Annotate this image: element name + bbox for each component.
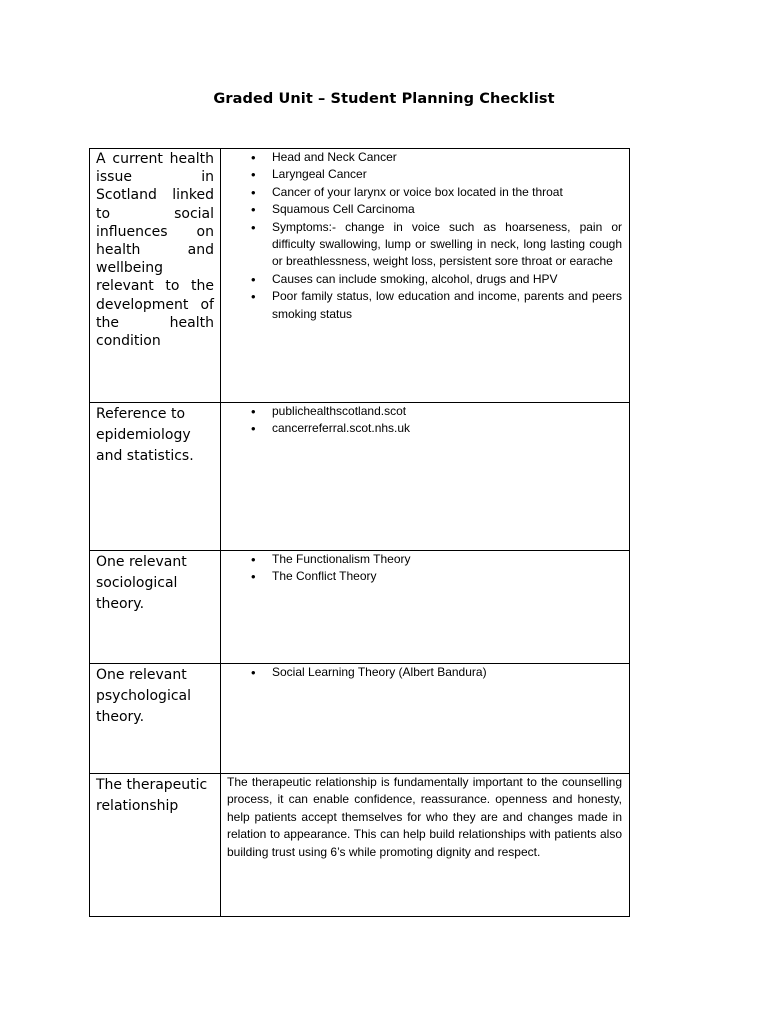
bullet-list: [221, 664, 629, 681]
bullet-list: [221, 149, 629, 323]
bullet-list: [221, 403, 629, 438]
row-label-psychological-theory: One relevant psychological theory.: [90, 664, 221, 774]
row-content-therapeutic-relationship: [221, 774, 630, 917]
bullet-list: [221, 551, 629, 586]
therapeutic-relationship-text: The therapeutic relationship is fundamentally important to the counselling process, it can enable confidence, reassurance. openness and honesty, help patients accept themselves for who they are and changes made in relation to appearance. This can help build relationships with patients also building trust using 6’s while promoting dignity and respect.: [227, 775, 622, 859]
row-label-therapeutic-relationship: The therapeutic relationship: [90, 774, 221, 917]
list-item: • Laryngeal Cancer: [272, 166, 622, 183]
list-item: • Head and Neck Cancer: [272, 149, 622, 166]
row-label-health-issue: A current health issue in Scotland linked to social influences on health and wellbeing relevant to the development of the health condition: [90, 149, 221, 403]
list-item: • Poor family status, low education and income, parents and peers smoking status: [272, 288, 622, 323]
table-row: [90, 403, 630, 551]
row-label-epidemiology: Reference to epidemiology and statistics.: [90, 403, 221, 551]
list-item: • Causes can include smoking, alcohol, drugs and HPV: [272, 271, 622, 288]
row-content-psychological-theory: [221, 664, 630, 774]
table-row: [90, 149, 630, 403]
table-row: [90, 551, 630, 664]
row-label-sociological-theory: One relevant sociological theory.: [90, 551, 221, 664]
planning-checklist-table: [89, 148, 630, 917]
row-content-health-issue: [221, 149, 630, 403]
row-content-sociological-theory: [221, 551, 630, 664]
list-item: • Squamous Cell Carcinoma: [272, 201, 622, 218]
list-item: • Symptoms:- change in voice such as hoarseness, pain or difficulty swallowing, lump or swelling in neck, long lasting cough or breathlessness, weight loss, persistent sore throat or earache: [272, 219, 622, 271]
row-content-epidemiology: [221, 403, 630, 551]
list-item: • Social Learning Theory (Albert Bandura): [272, 664, 622, 681]
list-item: • Cancer of your larynx or voice box located in the throat: [272, 184, 622, 201]
table-row: [90, 664, 630, 774]
page-title: Graded Unit – Student Planning Checklist: [213, 91, 555, 107]
list-item: • publichealthscotland.scot: [272, 403, 622, 420]
table-row: [90, 774, 630, 917]
list-item: • cancerreferral.scot.nhs.uk: [272, 420, 622, 437]
list-item: • The Functionalism Theory: [272, 551, 622, 568]
list-item: • The Conflict Theory: [272, 568, 622, 585]
